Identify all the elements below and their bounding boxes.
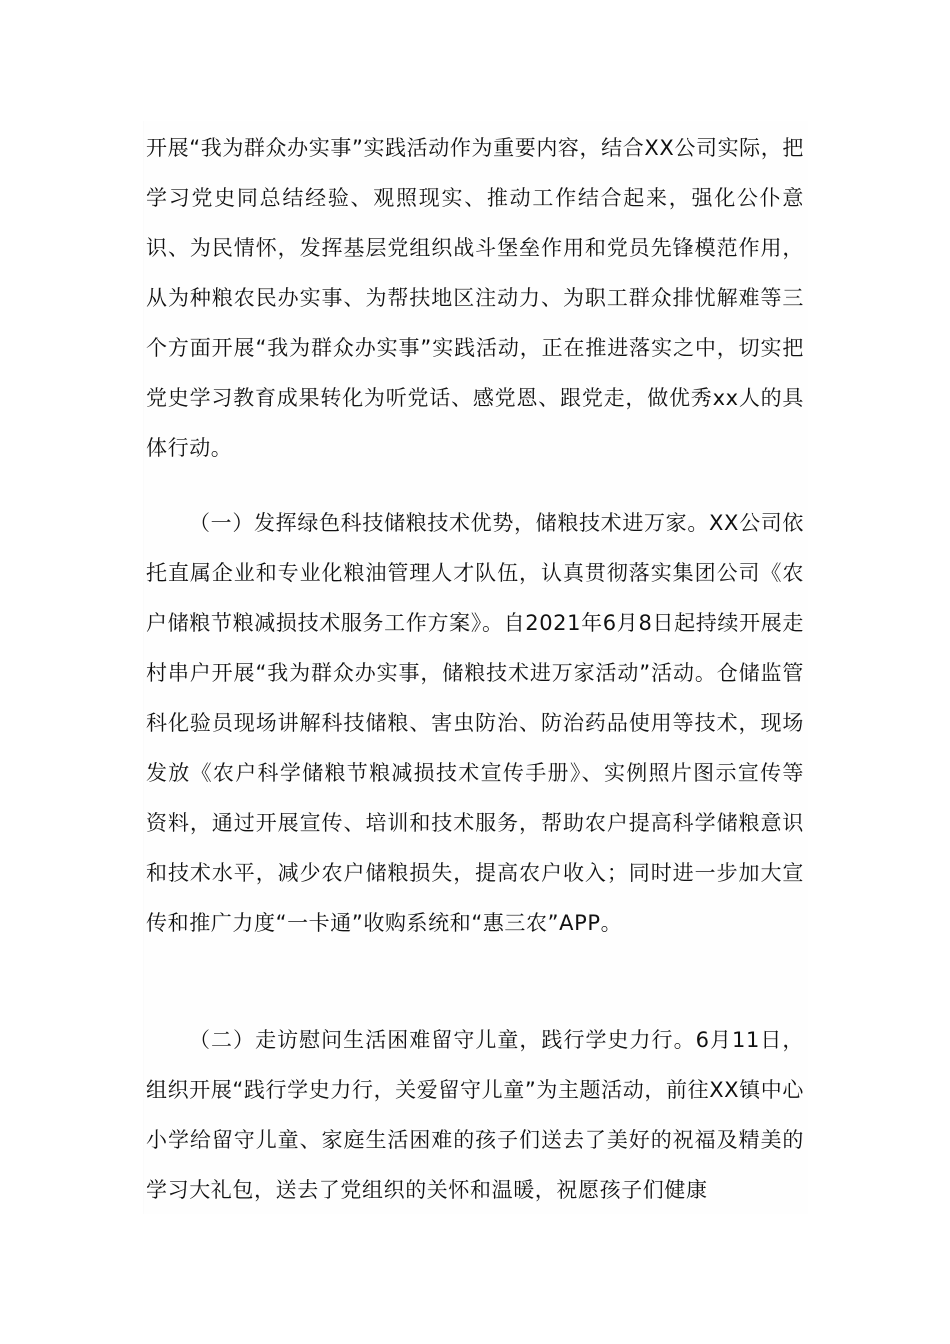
paragraph-section-one: （一）发挥绿色科技储粮技术优势，储粮技术进万家。XX公司依托直属企业和专业化粮油管理人才队伍，认真贯彻落实集团公司《农户储粮节粮减损技术服务工作方案》。自2021年6月8日起持续开展走村串户开展“我为群众办实事，储粮技术进万家活动”活动。仓储监管科化验员现场讲解科技储粮、害虫防治、防治药品使用等技术，现场发放《农户科学储粮节粮减损技术宣传手册》、实例照片图示宣传等资料，通过开展宣传、培训和技术服务，帮助农户提高科学储粮意识和技术水平，减少农户储粮损失，提高农户收入；同时进一步加大宣传和推广力度“一卡通”收购系统和“惠三农”APP。	[146, 511, 804, 935]
paragraph-intro: 开展“我为群众办实事”实践活动作为重要内容，结合XX公司实际，把学习党史同总结经验、观照现实、推动工作结合起来，强化公仆意识、为民情怀，发挥基层党组织战斗堡垒作用和党员先锋模范作用，从为种粮农民办实事、为帮扶地区注动力、为职工群众排忧解难等三个方面开展“我为群众办实事”实践活动，正在推进落实之中，切实把党史学习教育成果转化为听党话、感党恩、跟党走，做优秀xx人的具体行动。	[146, 136, 804, 460]
paragraph-section-two: （二）走访慰问生活困难留守儿童，践行学史力行。6月11日，组织开展“践行学史力行，关爱留守儿童”为主题活动，前往XX镇中心小学给留守儿童、家庭生活困难的孩子们送去了美好的祝福及精美的学习大礼包，送去了党组织的关怀和温暖，祝愿孩子们健康	[146, 1028, 804, 1202]
